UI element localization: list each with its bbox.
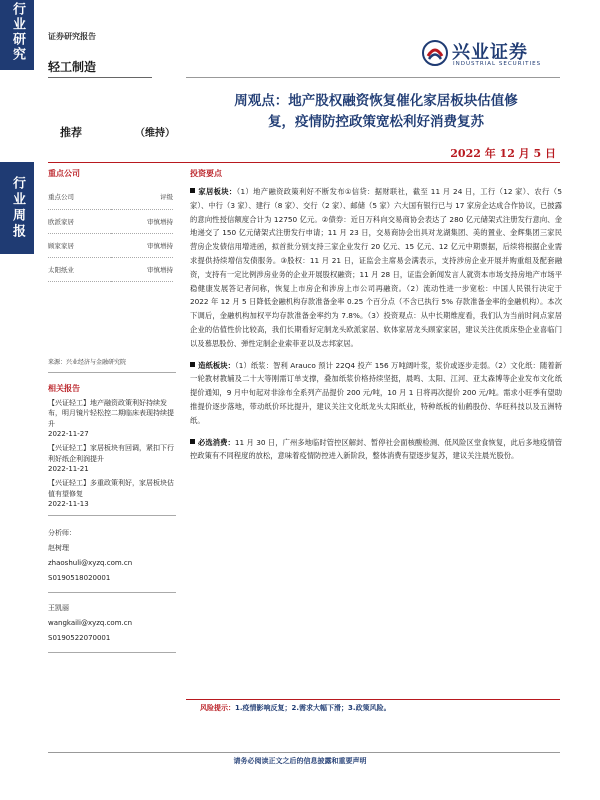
related-report[interactable]: 【兴证轻工】多重政策利好，家居板块估值有望修复 <box>48 479 174 498</box>
related-date: 2022-11-27 <box>48 430 89 438</box>
top-banner: 行业研究 <box>0 0 34 70</box>
title-line-2: 复，疫情防控政策宽松利好消费复苏 <box>268 114 484 130</box>
table-row <box>48 257 173 281</box>
title-line-1: 周观点：地产股权融资恢复催化家居板块估值修 <box>234 93 518 109</box>
company-rating: 审慎增持 <box>111 257 174 281</box>
risk-label: 风险提示： <box>200 704 235 712</box>
consumer-label: 必选消费： <box>198 437 235 447</box>
sidebar <box>48 168 176 653</box>
company-name: 太阳纸业 <box>48 257 111 281</box>
related-report[interactable]: 【兴证轻工】地产融资政策利好持续发布，明月镜片轻松控二期临床表现持续提升 <box>48 398 174 428</box>
logo-text: 兴业证券 <box>452 42 528 63</box>
source-note: 来源：兴业经济与金融研究院 <box>48 358 127 366</box>
logo-mark-icon <box>422 40 448 66</box>
table-row <box>48 185 173 209</box>
divider <box>48 592 176 593</box>
bullet-icon <box>190 362 195 367</box>
companies-heading: 重点公司 <box>48 169 80 178</box>
risk-note <box>200 703 391 713</box>
analyst-2 <box>48 601 176 646</box>
analyst-email[interactable]: wangkaili@xyzq.com.cn <box>48 619 133 627</box>
logo-subtext: INDUSTRIAL SECURITIES <box>453 61 542 67</box>
paper-label: 造纸板块： <box>198 360 236 370</box>
bullet-icon <box>190 188 195 193</box>
divider <box>186 699 560 700</box>
divider <box>48 372 176 373</box>
company-name: 顾家家居 <box>48 233 111 257</box>
divider <box>48 752 560 753</box>
risk-text: 1.疫情影响反复；2.需求大幅下滑；3.政策风险。 <box>235 704 391 712</box>
companies-table <box>48 185 173 282</box>
related-report[interactable]: 【兴证轻工】家居板块有回调，紧扣下行利好纸企利润提升 <box>48 444 174 463</box>
paper-text: （1）纸浆：智利 Arauco 预计 22Q4 投产 156 万吨阔叶浆，浆价或逐步走弱。（2）文化纸：随着新一轮教材教辅及二十大等刚需订单支撑，叠加纸浆价格持续坚挺，晨鸣、太阳、江河、亚太森博等企业发布文化纸提价通知，9 月中旬起对非涂布全系列产品提价 200 元/吨，10 月 1 日将再次提价 200 元/吨。需求小旺季有望助推提价逐步落地，带动纸价环比提升，建议关注文化纸龙头太阳纸业，特种纸板的仙鹤股份、华旺科技以及五洲特纸。 <box>190 360 563 425</box>
analyst-name: 王凯丽 <box>48 604 69 612</box>
home-text: （1）地产融资政策利好不断发布①信贷：据财联社，截至 11 月 24 日，工行（12 家）、农行（5 家）、中行（3 家）、建行（8 家）、交行（2 家）、邮储（5 家）六大国有银行已与 17 家房企达成合作协议，已披露的意向性授信额度合计为 12750 亿元。②债券：近日万科向交易商协会表达了 280 亿元储架式注册发行意向、金地递交了 150 亿元储架式注册发行申请；11 月 23 日，交易商协会出具对龙湖集团、美的置业、金辉集团三家民营房企发债信用增进函，拟首批分别支持三家企业发行 20 亿元、15 亿元、12 亿元中期票据，后续将根据企业需求提供持续增信发债服务。③股权：11 月 21 日，证监会主席易会满表示，支持涉房企业开展并购重组及配套融资，支持有一定比例涉房业务的企业开展股权融资；11 月 28 日，证监会新闻发言人就资本市场支持房地产市场平稳健康发展答记者问称，恢复上市房企和涉房上市公司再融资。（2）流动性进一步宽松：中国人民银行决定于 2022 年 12 月 5 日降低金融机构存款准备金率 0.25 个百分点（不含已执行 5% 存款准备金率的金融机构）。本次下调后，金融机构加权平均存款准备金率约为 7.8%。（3）投资观点：从中长期维度看，我们认为当前时间点家居企业的估值性价比较高，我们长期看好定制龙头欧派家居、软体家居龙头顾家家居，建议关注优质床垫企业喜临门以及慕思股份、弹性定制企业索菲亚以及志邦家居。 <box>190 187 562 348</box>
table-header-name: 重点公司 <box>48 185 111 209</box>
analyst-1 <box>48 526 176 586</box>
analyst-cert: S0190518020001 <box>48 574 111 582</box>
related-date: 2022-11-13 <box>48 500 89 508</box>
main-content <box>190 168 562 463</box>
table-header-rating: 评级 <box>111 185 174 209</box>
related-heading: 相关报告 <box>48 383 80 393</box>
consumer-section <box>190 436 562 464</box>
table-row <box>48 233 173 257</box>
divider <box>48 652 176 653</box>
related-date: 2022-11-21 <box>48 465 89 473</box>
rating-sub: （维持） <box>135 128 175 139</box>
divider <box>48 77 152 78</box>
report-type: 证券研究报告 <box>48 32 96 41</box>
logo <box>422 38 562 72</box>
company-name: 欧派家居 <box>48 209 111 233</box>
home-label: 家居板块： <box>198 187 237 196</box>
industry-name: 轻工制造 <box>48 60 97 74</box>
divider <box>48 162 560 163</box>
company-rating: 审慎增持 <box>111 209 174 233</box>
report-date: 2022 年 12 月 5 日 <box>450 147 556 160</box>
home-section <box>190 185 562 351</box>
side-banner: 行业周报 <box>0 162 34 254</box>
key-points-heading: 投资要点 <box>190 169 222 178</box>
analyst-name: 赵树理 <box>48 544 69 552</box>
paper-section <box>190 359 562 428</box>
company-rating: 审慎增持 <box>111 233 174 257</box>
footer-disclaimer: 请务必阅读正文之后的信息披露和重要声明 <box>233 757 367 765</box>
bullet-icon <box>190 439 195 444</box>
consumer-text: 11 月 30 日，广州多地临时管控区解封、暂停社会面核酸检测、低风险区堂食恢复，此后多地疫情管控政策有不同程度的放松，意味着疫情防控进入新阶段，整体消费有望逐步复苏，建议关注晨光股份。 <box>190 437 563 461</box>
divider <box>48 515 176 516</box>
rating-label: 推荐 <box>60 126 82 139</box>
page-title <box>186 91 566 133</box>
analyst-label: 分析师： <box>48 529 76 537</box>
divider <box>186 77 560 78</box>
analyst-email[interactable]: zhaoshuli@xyzq.com.cn <box>48 559 133 567</box>
analyst-cert: S0190522070001 <box>48 634 111 642</box>
table-row <box>48 209 173 233</box>
